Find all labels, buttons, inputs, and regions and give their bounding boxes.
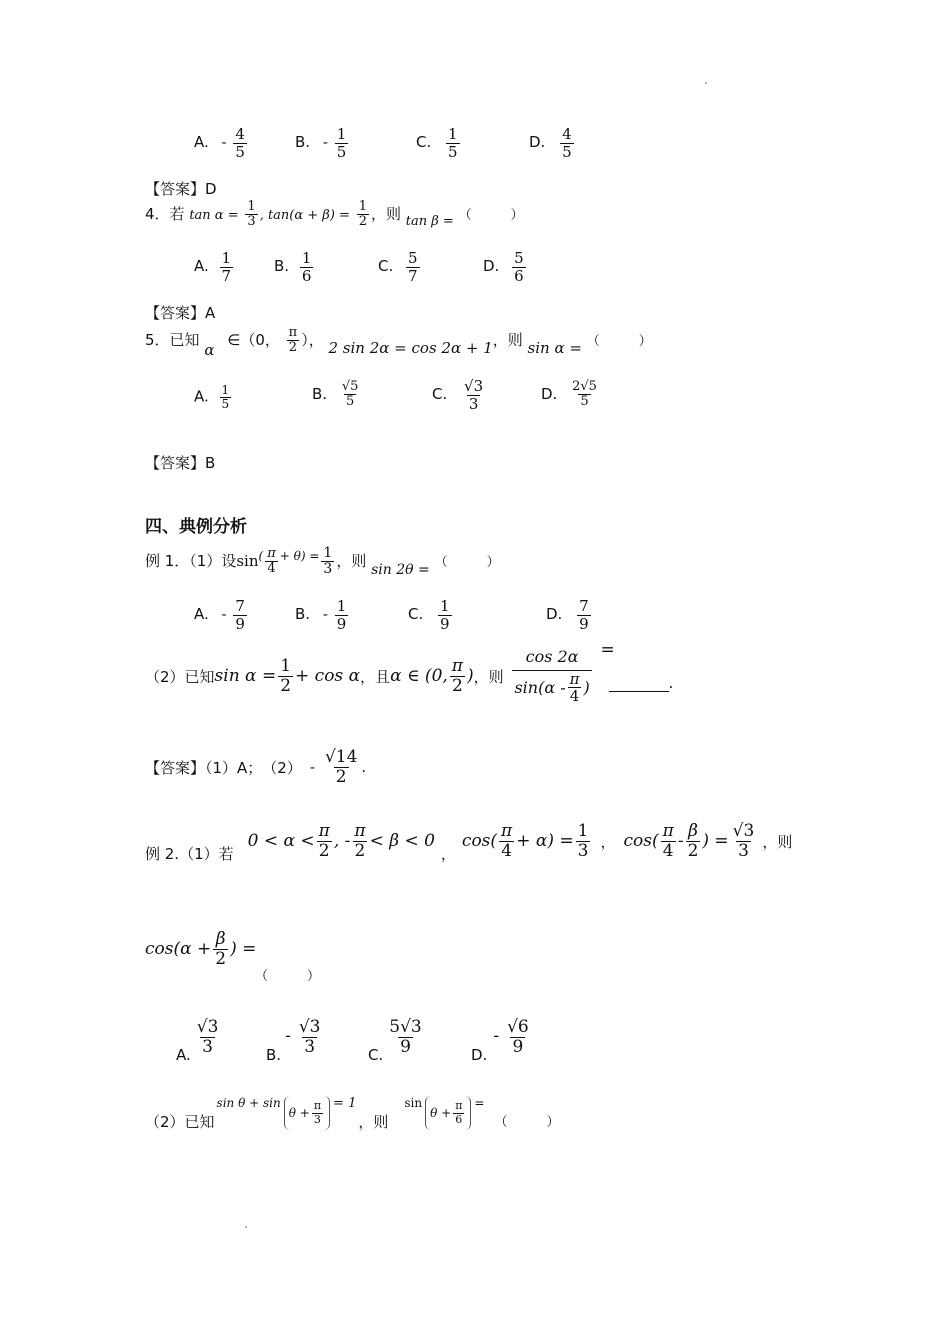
q4-stem: 4．若 tan α = $\frac{1}{3}$ , tan(α + β) = $\frac{1}{2}$ ，则 tan β = （ ） [145,199,524,230]
fraction: $\frac{\pi}{6}$ [455,1099,463,1126]
fraction: $\frac{1}{5}$ [448,125,458,161]
big-fraction: cos 2α sin(α - $\frac{\pi}{4}$ ) [514,647,590,706]
q5-option-b: B. $\frac{√5}{5}$ [312,379,359,410]
fraction: $\frac{1}{9}$ [336,597,347,633]
ex1-option-a: A. - $\frac{7}{9}$ [194,597,245,633]
q5-stem: 5．已知 α ∈（0， $\frac{\pi}{2}$ ）， 2 sin 2α = cos 2α + 1，则 sin α = （ ） [145,325,652,359]
q3-answer: 【答案】D [145,180,217,198]
fraction: $\frac{\pi}{2}$ [451,656,463,696]
fraction: $\frac{5}{7}$ [408,249,418,285]
ex2-stem: 例 2.（1）若 0 < α < $\frac{\pi}{2}$ , - $\frac{\pi}{2}$ < β < 0 ， cos( $\frac{\pi}{4}$ + α) = $\frac{1}{3}$ ， cos( $\frac{\pi}{4}$ - $\frac{\beta}{2}$ ) = $\frac{√3}{3}$ ，则 [145,821,793,864]
ex1-option-c: C. $\frac{1}{9}$ [408,597,450,633]
paren-group: θ + $\frac{\pi}{6}$ [425,1096,471,1130]
q4-answer: 【答案】A [145,304,216,322]
ex1-stem: 例 1．（1）设sin( $\frac{\pi}{4}$ $^{+ \theta) =}$ $\frac{1}{3}$ ，则 sin 2θ = （ ） [145,545,500,578]
ex2-option-a: A. $\frac{√3}{3}$ [176,1017,219,1065]
q4-option-d: D. $\frac{5}{6}$ [483,249,524,285]
fraction: $\frac{\pi}{3}$ [313,1099,322,1126]
q5-option-c: C. $\frac{√3}{3}$ [432,377,484,413]
fraction: $\frac{√14}{2}$ [324,747,358,787]
page-speck [705,82,707,84]
fraction: $\frac{5}{6}$ [514,249,524,285]
fraction: $\frac{√3}{3}$ [196,1017,219,1057]
fraction: $\frac{1}{3}$ [323,545,333,578]
fraction: $\frac{1}{7}$ [221,249,232,285]
fraction: $\frac{1}{2}$ [280,656,292,696]
q4-option-a: A. $\frac{1}{7}$ [194,249,232,285]
fraction: $\frac{1}{5}$ [221,383,230,412]
answer-blank[interactable] [609,677,669,692]
ex2-part2: （2）已知 sin θ + sin θ + $\frac{\pi}{3}$ = 1 ，则 sin θ + $\frac{\pi}{6}$ = （ ） [145,1096,560,1131]
fraction: $\frac{\beta}{2}$ [215,929,227,969]
fraction: $\frac{1}{3}$ [577,821,589,861]
fraction: $\frac{1}{9}$ [440,597,450,633]
fraction: $\frac{√6}{9}$ [507,1017,529,1057]
ex1-option-b: B. - $\frac{1}{9}$ [295,597,347,633]
fraction: $\frac{4}{5}$ [562,125,572,161]
q5-option-d: D. $\frac{2√5}{5}$ [541,379,597,410]
section-title: 四、典例分析 [145,517,247,537]
q3-option-a: A. - $\frac{4}{5}$ [194,125,245,161]
fraction: $\frac{1}{2}$ [358,199,367,230]
ex2-ask: cos(α + $\frac{\beta}{2}$ ) = [145,929,257,969]
fraction: $\frac{5√3}{9}$ [389,1017,422,1057]
fraction: $\frac{4}{5}$ [235,125,245,161]
ex1-option-d: D. $\frac{7}{9}$ [546,597,589,633]
fraction: $\frac{√3}{3}$ [464,377,484,413]
q5-answer: 【答案】B [145,454,216,472]
fraction: $\frac{1}{5}$ [336,125,347,161]
ex2-option-b: B. - $\frac{√3}{3}$ [266,1017,321,1065]
fraction: $\frac{√3}{3}$ [298,1017,321,1057]
q4-option-b: B. $\frac{1}{6}$ [274,249,312,285]
q3-option-b: B. - $\frac{1}{5}$ [295,125,347,161]
ex2-option-c: C. $\frac{5√3}{9}$ [368,1017,422,1065]
fraction: $\frac{\pi}{2}$ [288,325,298,356]
q3-option-d: D. $\frac{4}{5}$ [529,125,572,161]
fraction: $\frac{√3}{3}$ [732,821,755,861]
fraction: $\frac{\beta}{2}$ [687,821,699,861]
fraction: $\frac{\pi}{4}$ [267,546,276,577]
ex2-option-d: D. - $\frac{√6}{9}$ [471,1017,529,1065]
fraction: $\frac{\pi}{4}$ [501,821,513,861]
paren-group: θ + $\frac{\pi}{3}$ [284,1096,330,1130]
fraction: $\frac{\pi}{2}$ [318,821,330,861]
page-speck [245,1226,247,1228]
ex1-part2: （2）已知 sin α = $\frac{1}{2}$ + cos α ，且 α ∈ (0, $\frac{\pi}{2}$ ) ，则 cos 2α sin(α - $\frac{\pi}{4}$ ) = . [145,640,674,706]
fraction: $\frac{√5}{5}$ [341,379,359,410]
ex2-paren: （ ） [255,969,321,984]
fraction: $\frac{1}{3}$ [247,199,256,230]
fraction: $\frac{2√5}{5}$ [572,379,597,410]
ex1-answer: 【答案】（1）A； （2） - $\frac{√14}{2}$ . [145,747,367,787]
fraction: $\frac{\pi}{2}$ [354,821,366,861]
fraction: $\frac{7}{9}$ [235,597,245,633]
q5-option-a: A. $\frac{1}{5}$ [194,383,230,412]
fraction: $\frac{7}{9}$ [579,597,589,633]
fraction: $\frac{1}{6}$ [301,249,312,285]
q3-option-c: C. $\frac{1}{5}$ [416,125,458,161]
fraction: $\frac{\pi}{4}$ [662,821,674,861]
q4-option-c: C. $\frac{5}{7}$ [378,249,418,285]
